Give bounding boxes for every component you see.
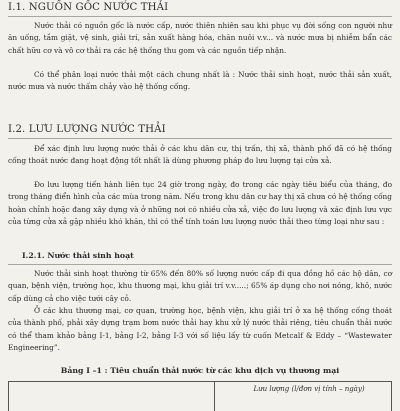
- paragraph-domestic-1: Nước thải sinh hoạt thường từ 65% đến 80% số lượng nước cấp đi qua đồng hồ các hộ dân, cơ quan, bệnh viện, trường học, khu thương mại, khu giải trí v.v.....; 65% áp dụng cho nơi nóng, khô, nước cấp dùng cả cho việc tưới cây cỏ.: [8, 269, 392, 303]
- paragraph-origin-2: Có thể phân loại nước thải một cách chung nhất là : Nước thải sinh hoạt, nước thải sản xuất, nước mưa và nước thấm chảy vào hệ thống cống.: [8, 70, 392, 92]
- subsection-heading-domestic: I.2.1. Nước thải sinh hoạt: [22, 251, 134, 260]
- paragraph-flow-2: Đo lưu lượng tiến hành liên tục 24 giờ trong ngày, đo trong các ngày tiêu biểu của tháng, đo trong tháng điển hình của các mùa trong năm. Nếu trong khu dân cư hay thị xã chưa có hệ thống cống hoàn chỉnh hoặc đang xây dựng và ở những nơi có nhiều cửa xả, việc đo lưu lượng và xác định lưu vực của từng cửa xả gặp nhiều khó khăn, thì có thể tính toán lưu lượng nước thải theo từng loại như sau :: [8, 180, 392, 226]
- heading-underline: [8, 138, 392, 139]
- section-heading-origin: I.1. NGUỒN GỐC NƯỚC THẢI: [8, 2, 169, 13]
- paragraph-flow-1: Để xác định lưu lượng nước thải ở các khu dân cư, thị trấn, thị xã, thành phố đã có hệ thống cống thoát nước đang hoạt động tốt nhất là dùng phương pháp đo lưu lượng tại cửa xả.: [8, 144, 392, 166]
- subsection-underline: [8, 264, 392, 265]
- paragraph-domestic-2: Ở các khu thương mại, cơ quan, trường học, bệnh viện, khu giải trí ở xa hệ thống cống thoát của thành phố, phải xây dựng trạm bơm nước thải hay khu xử lý nước thải riêng, tiêu chuẩn thải nước có thể tham khảo bảng I-1, bảng I-2, bảng I-3 với số liệu lấy từ cuốn Metcalf & Eddy – “Wastewater Engineering”.: [8, 306, 392, 352]
- table-column-divider: [214, 382, 215, 411]
- heading-underline: [8, 16, 392, 17]
- commercial-wastewater-table: [8, 381, 392, 411]
- table-caption: Bảng I –1 : Tiêu chuẩn thải nước từ các khu dịch vụ thương mại: [60, 366, 340, 375]
- table-header-flow: Lưu lượng (l/đơn vị tính – ngày): [253, 385, 365, 393]
- section-heading-flow: I.2. LƯU LƯỢNG NƯỚC THẢI: [8, 124, 166, 135]
- paragraph-origin-1: Nước thải có nguồn gốc là nước cấp, nước thiên nhiên sau khi phục vụ đời sống con người như ăn uống, tắm giặt, vệ sinh, giải trí, sản xuất hàng hóa, chăn nuôi v.v... và nước mưa bị nhiễm bẩn các chất hữu cơ và vô cơ thải ra các hệ thống thu gom và các nguồn tiếp nhận.: [8, 21, 392, 55]
